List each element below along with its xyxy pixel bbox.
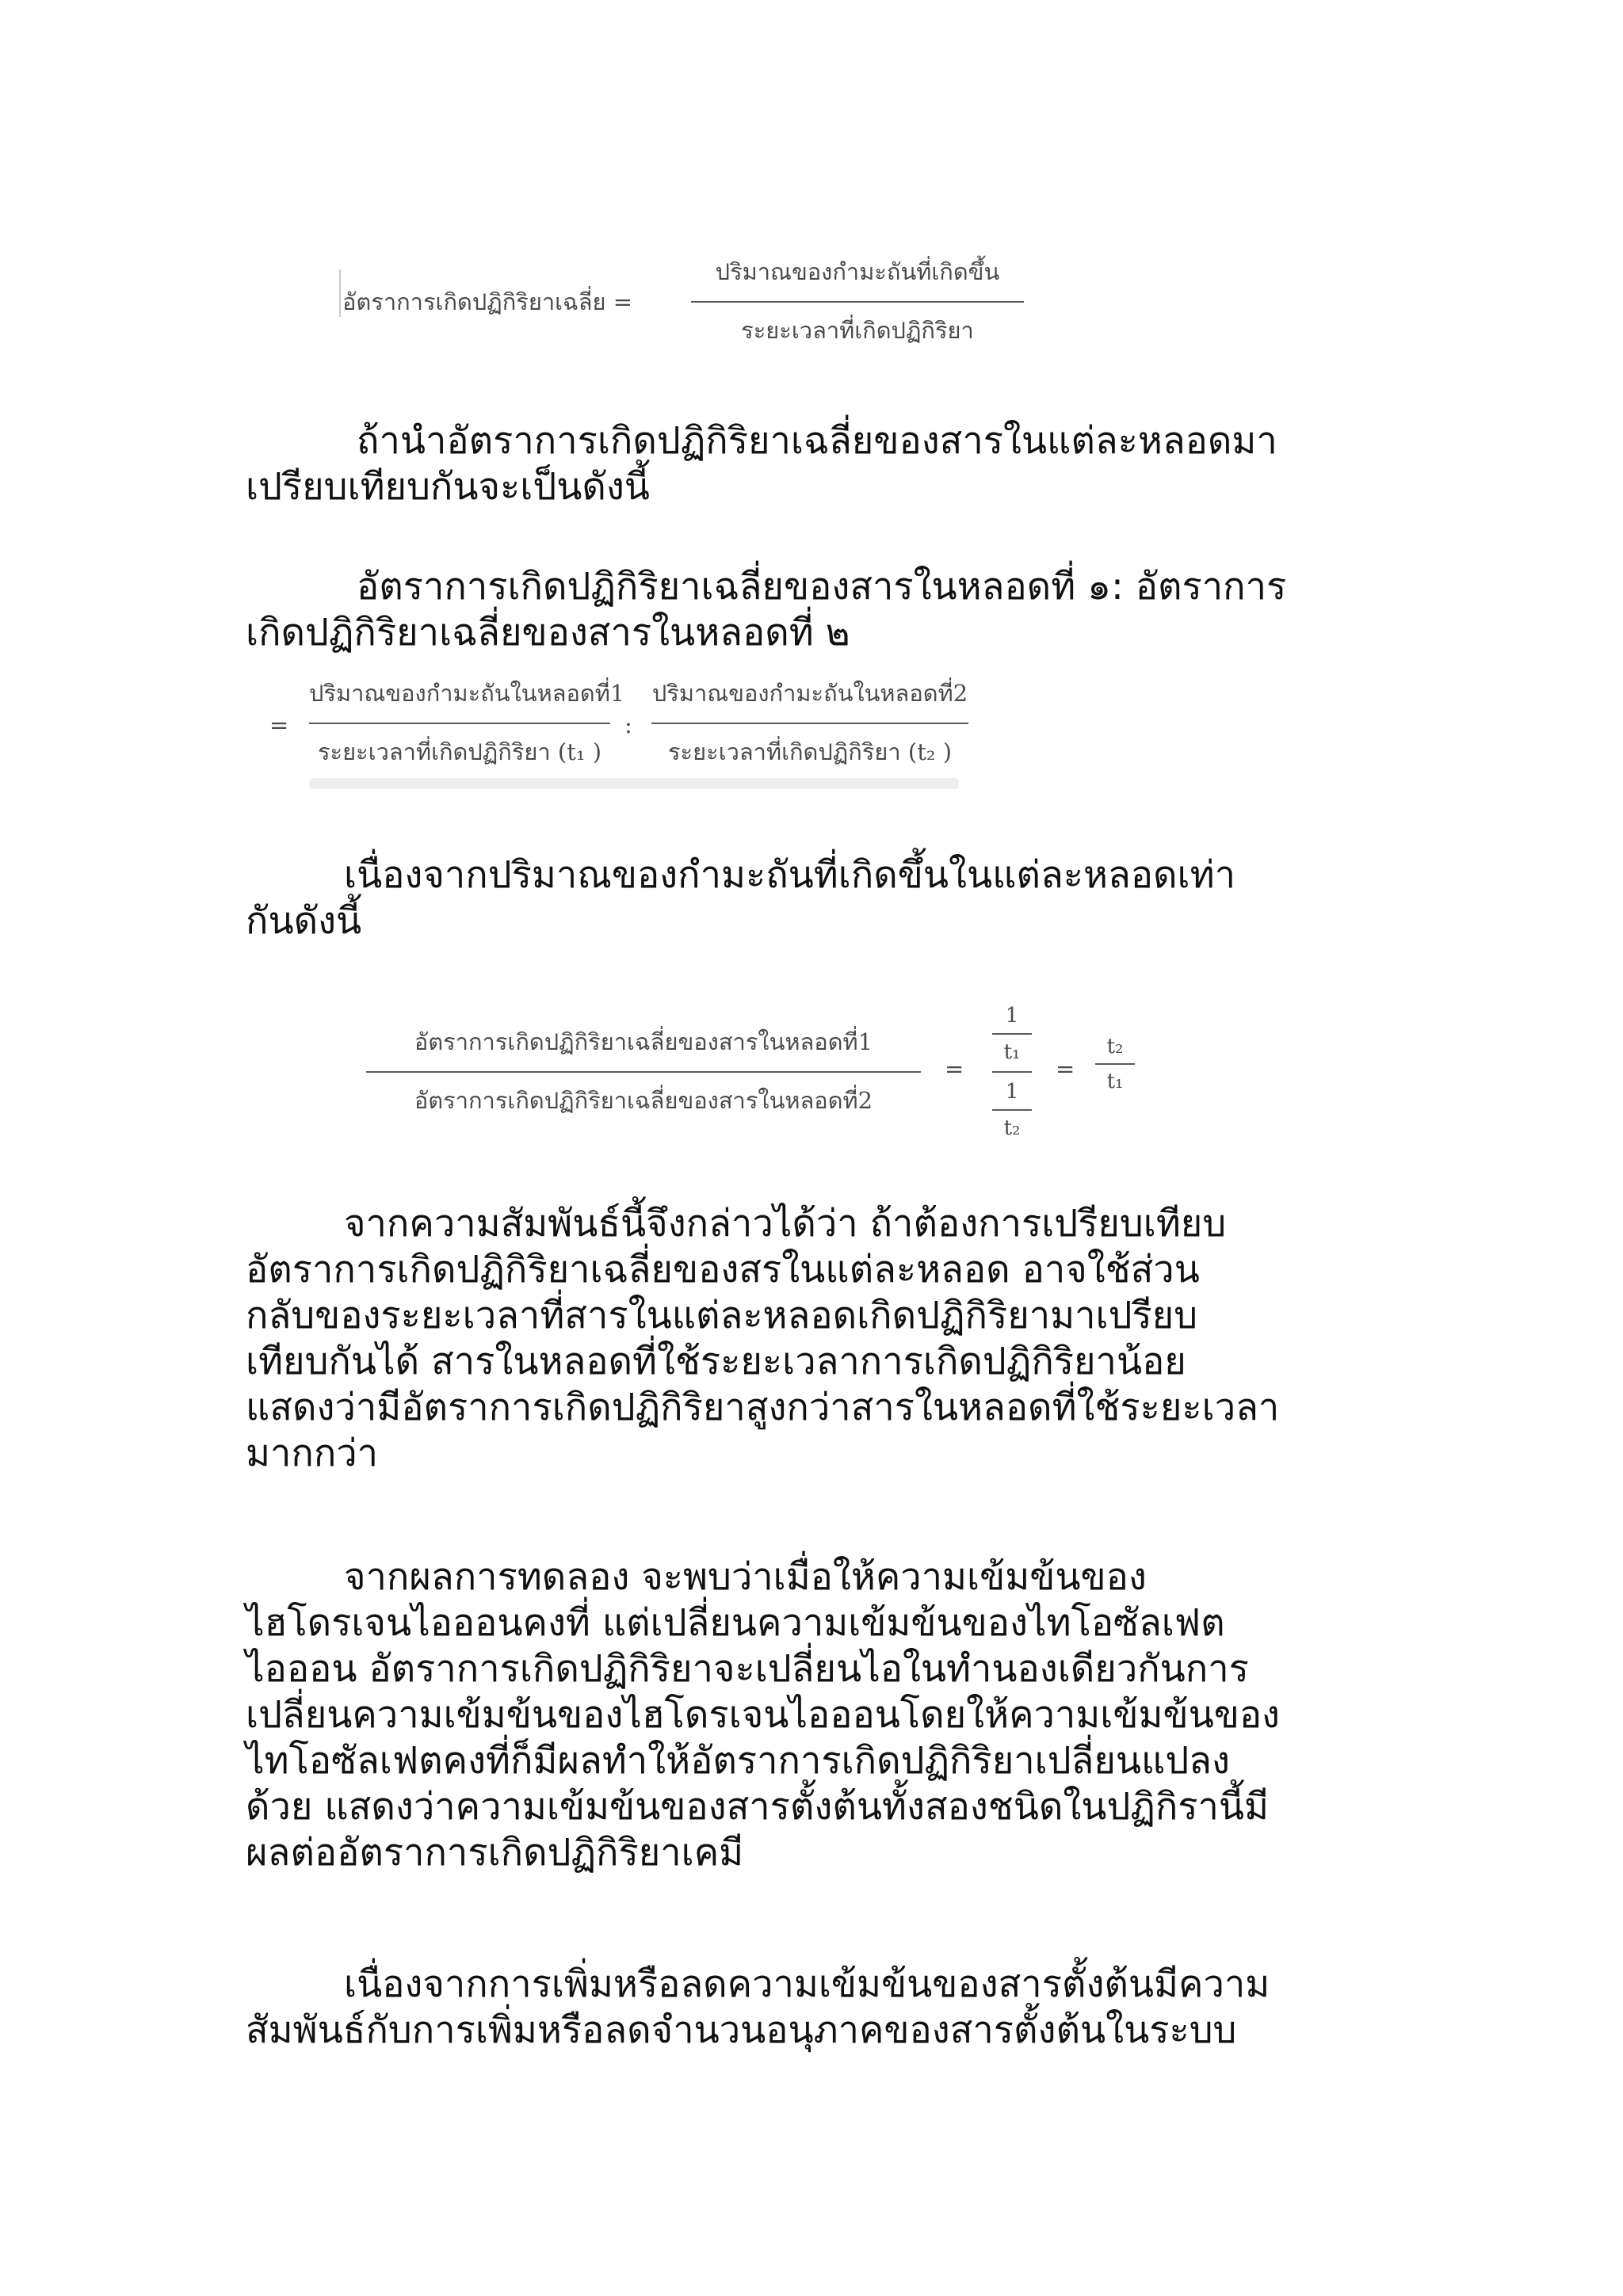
paragraph-compare-intro bbox=[246, 418, 1387, 510]
text-line: เนื่องจากการเพิ่มหรือลดความเข้มข้นของสารตั้งต้นมีความ bbox=[344, 1962, 1270, 2006]
text-line: เปรียบเทียบกันจะเป็นดังนี้ bbox=[246, 465, 650, 509]
fraction-denominator: t₁ bbox=[1106, 1070, 1124, 1093]
text-line: ไอออน อัตราการเกิดปฏิกิริยาจะเปลี่ยนไอในทำนองเดียวกันการ bbox=[246, 1647, 1249, 1691]
paragraph-experiment-result bbox=[246, 1554, 1387, 1876]
ratio-formula bbox=[269, 675, 1062, 810]
formula-lhs: อัตราการเกิดปฏิกิริยาเฉลี่ย = bbox=[342, 288, 633, 315]
text-line: เกิดปฏิกิริยาเฉลี่ยของสารในหลอดที่ ๒ bbox=[246, 611, 850, 654]
text-line: ถ้านำอัตราการเกิดปฏิกิริยาเฉลี่ยของสารในแต่ละหลอดมา bbox=[357, 419, 1277, 463]
fraction-bar bbox=[651, 723, 968, 724]
fraction-bar bbox=[992, 1033, 1032, 1035]
text-line: จากความสัมพันธ์นี้จึงกล่าวได้ว่า ถ้าต้องการเปรียบเทียบ bbox=[344, 1202, 1227, 1245]
scan-edge-mark bbox=[339, 269, 341, 317]
paragraph-particle-count bbox=[246, 1962, 1387, 2054]
text-line: แสดงว่ามีอัตราการเกิดปฏิกิริยาสูงกว่าสารในหลอดที่ใช้ระยะเวลา bbox=[246, 1386, 1280, 1429]
formula-fraction bbox=[691, 254, 1024, 349]
text-line: กลับของระยะเวลาที่สารในแต่ละหลอดเกิดปฏิกิริยามาเปรียบ bbox=[246, 1294, 1198, 1337]
text-line: เทียบกันได้ สารในหลอดที่ใช้ระยะเวลาการเกิดปฏิกิริยาน้อย bbox=[246, 1340, 1186, 1383]
text-line: กันดังนี้ bbox=[246, 899, 362, 943]
reciprocal-ratio bbox=[992, 1000, 1032, 1144]
fraction-numerator: t₂ bbox=[1106, 1035, 1124, 1058]
text-line: เนื่องจากปริมาณของกำมะถันที่เกิดขึ้นในแต่ละหลอดเท่า bbox=[344, 853, 1235, 897]
fraction-denominator: ระยะเวลาที่เกิดปฏิกิริยา (t₁ ) bbox=[317, 738, 602, 765]
fraction-numerator: ปริมาณของกำมะถันในหลอดที่2 bbox=[651, 680, 968, 707]
fraction-bar bbox=[1095, 1063, 1135, 1065]
rate-ratio-formula bbox=[366, 1000, 1159, 1158]
fraction-denominator: อัตราการเกิดปฏิกิริยาเฉลี่ยของสารในหลอดที่2 bbox=[414, 1087, 873, 1114]
text-line: ไฮโดรเจนไอออนคงที่ แต่เปลี่ยนความเข้มข้นของไทโอซัลเฟต bbox=[246, 1601, 1225, 1645]
scan-artifact bbox=[309, 778, 959, 789]
text-line: มากกว่า bbox=[246, 1432, 379, 1475]
fraction-denominator: ระยะเวลาที่เกิดปฏิกิริยา bbox=[741, 317, 974, 344]
text-line: เปลี่ยนความเข้มข้นของไฮโดรเจนไอออนโดยให้ความเข้มข้นของ bbox=[246, 1693, 1281, 1737]
fraction-bar bbox=[366, 1071, 921, 1073]
time-symbol: t₂ bbox=[1003, 1116, 1021, 1140]
average-rate-formula bbox=[342, 254, 1040, 349]
text-line: อัตราการเกิดปฏิกิริยาเฉลี่ยของสารในหลอดที่ ๑: อัตราการ bbox=[357, 565, 1287, 608]
text-line: อัตราการเกิดปฏิกิริยาเฉลี่ยของสรในแต่ละหลอด อาจใช้ส่วน bbox=[246, 1248, 1200, 1291]
fraction-bar bbox=[309, 723, 610, 724]
tube2-fraction bbox=[651, 675, 968, 770]
text-line: ผลต่ออัตราการเกิดปฏิกิริยาเคมี bbox=[246, 1831, 744, 1875]
numeral: 1 bbox=[1005, 1004, 1019, 1028]
paragraph-equal-sulfur bbox=[246, 852, 1387, 944]
main-fraction-bar bbox=[992, 1071, 1032, 1073]
fraction-denominator: ระยะเวลาที่เกิดปฏิกิริยา (t₂ ) bbox=[667, 738, 953, 765]
fraction-numerator: ปริมาณของกำมะถันในหลอดที่1 bbox=[309, 680, 625, 707]
tube1-fraction bbox=[309, 675, 625, 770]
time-symbol: t₁ bbox=[1003, 1040, 1021, 1064]
fraction-numerator: ปริมาณของกำมะถันที่เกิดขึ้น bbox=[715, 258, 1000, 285]
paragraph-ratio-statement bbox=[246, 564, 1387, 656]
ratio-colon: : bbox=[624, 711, 632, 738]
fraction-bar bbox=[691, 301, 1024, 303]
text-line: ไทโอซัลเฟตคงที่ก็มีผลทำให้อัตราการเกิดปฏิกิริยาเปลี่ยนแปลง bbox=[246, 1739, 1230, 1783]
equals-sign: = bbox=[945, 1055, 964, 1082]
text-line: สัมพันธ์กับการเพิ่มหรือลดจำนวนอนุภาคของสารตั้งต้นในระบบ bbox=[246, 2008, 1237, 2052]
paragraph-reciprocal-time bbox=[246, 1201, 1387, 1477]
fraction-bar bbox=[992, 1109, 1032, 1111]
text-line: ด้วย แสดงว่าความเข้มข้นของสารตั้งต้นทั้งสองชนิดในปฏิกิรานี้มี bbox=[246, 1785, 1270, 1829]
equals-sign: = bbox=[269, 711, 289, 738]
numeral: 1 bbox=[1005, 1080, 1019, 1104]
time-ratio-fraction bbox=[1095, 1035, 1135, 1093]
equals-sign: = bbox=[1056, 1055, 1075, 1082]
text-line: จากผลการทดลอง จะพบว่าเมื่อให้ความเข้มข้นของ bbox=[344, 1555, 1147, 1599]
fraction-numerator: อัตราการเกิดปฏิกิริยาเฉลี่ยของสารในหลอดที่1 bbox=[414, 1028, 873, 1055]
rate-ratio-fraction bbox=[366, 1024, 921, 1119]
